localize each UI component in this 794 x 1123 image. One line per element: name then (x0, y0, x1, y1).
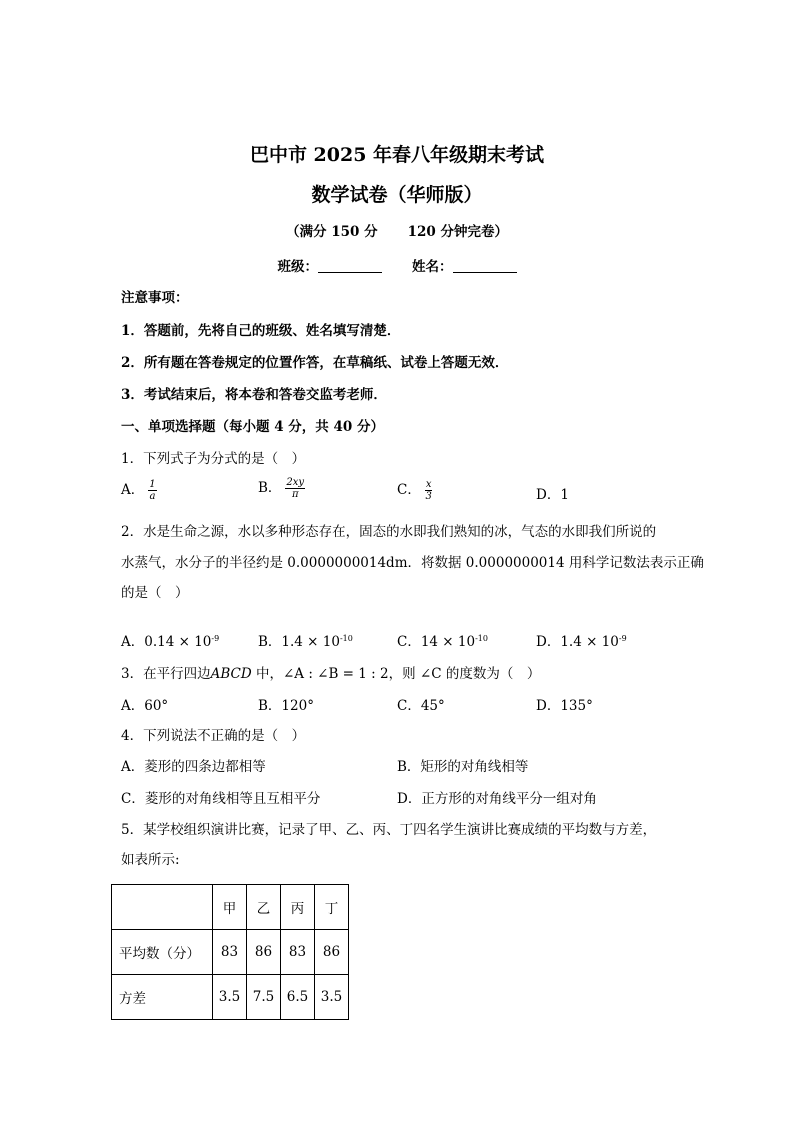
table-cell: 6.5 (281, 975, 315, 1020)
name-blank[interactable] (453, 258, 517, 273)
q3-option-a: A．60° (121, 698, 169, 714)
table-header-row (112, 885, 349, 930)
q4-option-b: B．矩形的对角线相等 (397, 759, 529, 775)
table-cell: 83 (281, 930, 315, 975)
table-cell: 86 (247, 930, 281, 975)
class-label: 班级： (277, 259, 318, 275)
table-header-cell (112, 885, 213, 930)
q2-option-b: B．$1.4 \times 10^{-10}$ (258, 634, 353, 650)
q1-b-label: B． (258, 480, 282, 496)
q4-option-d: D．正方形的对角线平分一组对角 (397, 791, 597, 807)
q1-option-d: D．1 (536, 487, 569, 503)
q1-c-label: C． (397, 482, 421, 498)
q4-option-c: C．菱形的对角线相等且互相平分 (121, 791, 321, 807)
table-header-cell: 乙 (247, 885, 281, 930)
q3-option-b: B．120° (258, 698, 314, 714)
name-label: 姓名： (412, 259, 453, 275)
table-header-cell: 丁 (315, 885, 349, 930)
q5-line-1: 5．某学校组织演讲比赛，记录了甲、乙、丙、丁四名学生演讲比赛成绩的平均数与方差， (121, 822, 657, 838)
table-cell: 3.5 (213, 975, 247, 1020)
table-header-cell: 丙 (281, 885, 315, 930)
table-cell: 方差 (112, 975, 213, 1020)
q4-option-a: A．菱形的四条边都相等 (121, 759, 266, 775)
note-item-1: 1．答题前，先将自己的班级、姓名填写清楚． (121, 323, 401, 339)
exam-subtitle: 数学试卷（华师版） (311, 184, 483, 206)
q1-c-fraction: $\frac{x}{3}$ (425, 479, 432, 502)
note-item-2: 2．所有题在答卷规定的位置作答，在草稿纸、试卷上答题无效． (121, 355, 509, 371)
score-time-note (0, 220, 794, 240)
q3-stem: 3．在平行四边ABCD 中，∠A : ∠B = 1 : 2，则 ∠C 的度数为（ ） (121, 666, 541, 682)
q1-stem: 1．下列式子为分式的是（ ） (121, 451, 306, 467)
q2-option-c: C．$14 \times 10^{-10}$ (397, 634, 488, 650)
q2-line-2: 水蒸气，水分子的半径约是 0.0000000014dm．将数据 0.0000000014 用科学记数法表示正确 (121, 555, 704, 571)
q3-option-c: C．45° (397, 698, 445, 714)
stats-table (111, 884, 349, 1020)
section-heading: 一、单项选择题（每小题 4 分，共 40 分） (121, 419, 384, 435)
q1-option-a (121, 478, 157, 502)
table-cell: 平均数（分） (112, 930, 213, 975)
table-cell: 3.5 (315, 975, 349, 1020)
time-note: 120 分钟完卷） (407, 224, 508, 240)
q4-stem: 4．下列说法不正确的是（ ） (121, 728, 306, 744)
exam-title: 巴中市 2025 年春八年级期末考试 (249, 144, 545, 166)
q2-option-d: D．$1.4 \times 10^{-9}$ (536, 634, 627, 650)
table-header-cell: 甲 (213, 885, 247, 930)
score-note: （满分 150 分 (286, 224, 378, 240)
q1-option-b (258, 476, 305, 500)
q3-option-d: D．135° (536, 698, 593, 714)
q1-a-label: A． (121, 482, 145, 498)
table-row (112, 930, 349, 975)
note-item-3: 3．考试结束后，将本卷和答卷交监考老师． (121, 387, 387, 403)
student-info-line (0, 255, 794, 275)
table-row (112, 975, 349, 1020)
q2-line-1: 2．水是生命之源，水以多种形态存在，固态的水即我们熟知的冰，气态的水即我们所说的 (121, 524, 657, 540)
notes-heading: 注意事项： (121, 290, 189, 306)
class-blank[interactable] (318, 258, 382, 273)
q1-b-fraction: $\frac{2xy}{\pi}$ (286, 477, 305, 500)
q1-option-c (397, 478, 432, 502)
q2-line-3: 的是（ ） (121, 585, 189, 601)
q2-option-a: A．$0.14 \times 10^{-9}$ (121, 634, 220, 650)
table-cell: 83 (213, 930, 247, 975)
q1-a-fraction: $\frac{1}{a}$ (149, 479, 156, 502)
table-cell: 7.5 (247, 975, 281, 1020)
q5-line-2: 如表所示: (121, 852, 180, 868)
table-cell: 86 (315, 930, 349, 975)
